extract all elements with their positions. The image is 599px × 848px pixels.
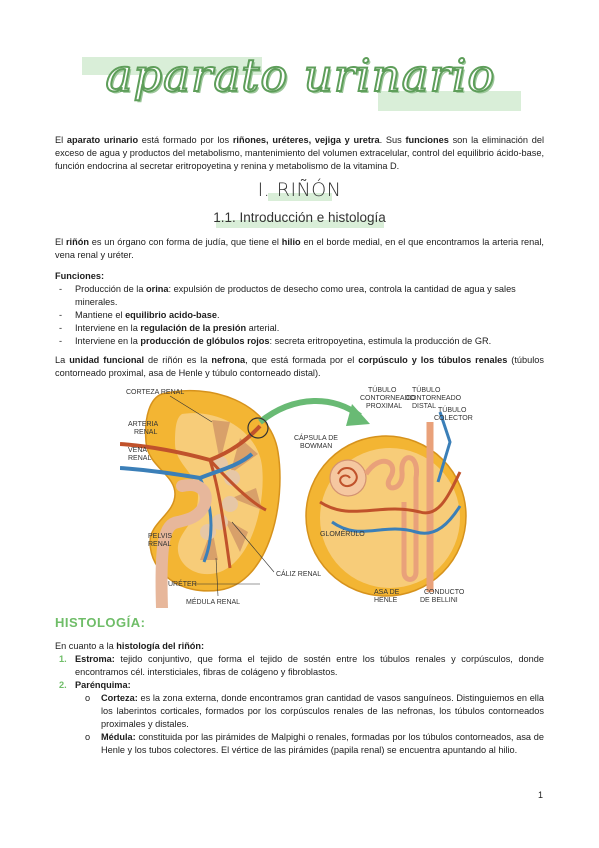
rinon-paragraph: El riñón es un órgano con forma de judía, que tiene el hilio en el borde medial, en el que encontramos la arteria renal, vena renal y uréter.	[55, 237, 544, 260]
label-tprox-3: PROXIMAL	[366, 403, 403, 410]
label-tcol-2: COLECTOR	[434, 415, 473, 422]
histologia-section	[55, 640, 544, 757]
label-tprox-2: CONTORNEADO	[360, 395, 416, 402]
label-caliz: CÁLIZ RENAL	[276, 571, 322, 578]
label-corteza: CORTEZA RENAL	[126, 389, 185, 396]
kidney-nephron-figure	[120, 382, 480, 608]
label-asa-1: ASA DE	[374, 589, 400, 596]
label-tdist-3: DISTAL	[412, 403, 436, 410]
label-tdist-2: CONTORNEADO	[406, 395, 462, 402]
histologia-lead: En cuanto a la histología del riñón:	[55, 641, 205, 651]
list-item: - Interviene en la regulación de la presión arterial.	[59, 323, 280, 333]
label-arteria-1: ARTERIA	[128, 421, 159, 428]
intro-paragraph: El aparato urinario está formado por los riñones, uréteres, vejiga y uretra. Sus funciones son la eliminación del exceso de agua y productos del metabolismo, mantenimiento del volumen extracelular, control del equilibrio ácido-base, función endocrina al secretar eritropoyetina y renina y metabolismo de la vitamina D.	[55, 135, 544, 171]
list-item: 1. Estroma: tejido conjuntivo, que forma el tejido de sostén entre los túbulos renales y corpúsculos, donde encontramos cél. intersticiales, fibras de colágeno y fibroblastos.	[59, 654, 544, 677]
unidad-paragraph: La unidad funcional de riñón es la nefrona, que está formada por el corpúsculo y los túbulos renales (túbulos contorneado proximal, asa de Henle y túbulo contorneado distal).	[55, 355, 544, 378]
list-item: - Interviene en la producción de glóbulos rojos: secreta eritropoyetina, estimula la producción de GR.	[59, 336, 492, 346]
subsection-heading: 1.1. Introducción e histología	[213, 210, 386, 225]
label-glomerulo: GLOMÉRULO	[320, 531, 365, 538]
label-arteria-2: RENAL	[134, 429, 158, 436]
label-pelvis-1: PELVIS	[148, 533, 172, 540]
page-title: aparato urinario	[105, 49, 496, 102]
label-medula: MÉDULA RENAL	[186, 599, 241, 606]
list-item: - Mantiene el equilibrio acido-base.	[59, 310, 220, 320]
label-asa-2: HENLE	[374, 597, 398, 604]
histologia-heading: HISTOLOGÍA:	[55, 615, 146, 630]
label-capsula-1: CÁPSULA DE	[294, 435, 338, 442]
label-capsula-2: BOWMAN	[300, 443, 333, 450]
list-item: 2. Parénquima:	[59, 680, 131, 690]
label-vena-1: VENA	[128, 447, 148, 454]
label-tdist-1: TÚBULO	[412, 387, 441, 394]
label-ureter: URÉTER	[168, 581, 197, 588]
label-conducto-2: DE BELLINI	[420, 597, 458, 604]
funciones-heading: Funciones:	[55, 271, 105, 281]
label-vena-2: RENAL	[128, 455, 152, 462]
label-tcol-1: TÚBULO	[438, 407, 467, 414]
list-item: o Médula: constituida por las pirámides de Malpighi o renales, formadas por los túbulos contorneados, asa de Henle y los tubos colectores. El vértice de las pirámides (papila renal) se encuentra apuntando al hilio.	[85, 732, 544, 755]
label-tprox-1: TÚBULO	[368, 387, 397, 394]
label-conducto-1: CONDUCTO	[424, 589, 465, 596]
title-block	[78, 49, 523, 111]
funciones-list	[55, 270, 544, 348]
label-pelvis-2: RENAL	[148, 541, 172, 548]
page-number: 1	[537, 790, 543, 800]
section-heading-rinon: I. RIÑÓN	[257, 179, 342, 201]
arrow-icon	[260, 401, 360, 422]
list-item: o Corteza: es la zona externa, donde encontramos gran cantidad de vasos sanguíneos. Distinguiemos en ella los laberintos corticales, formados por los corpúsculos renales de las nefronas, los túbulos contorneados proximales y distales.	[85, 693, 544, 729]
list-item: - Producción de la orina: expulsión de productos de desecho como urea, controla la cantidad de agua y sales minerales.	[59, 284, 516, 307]
